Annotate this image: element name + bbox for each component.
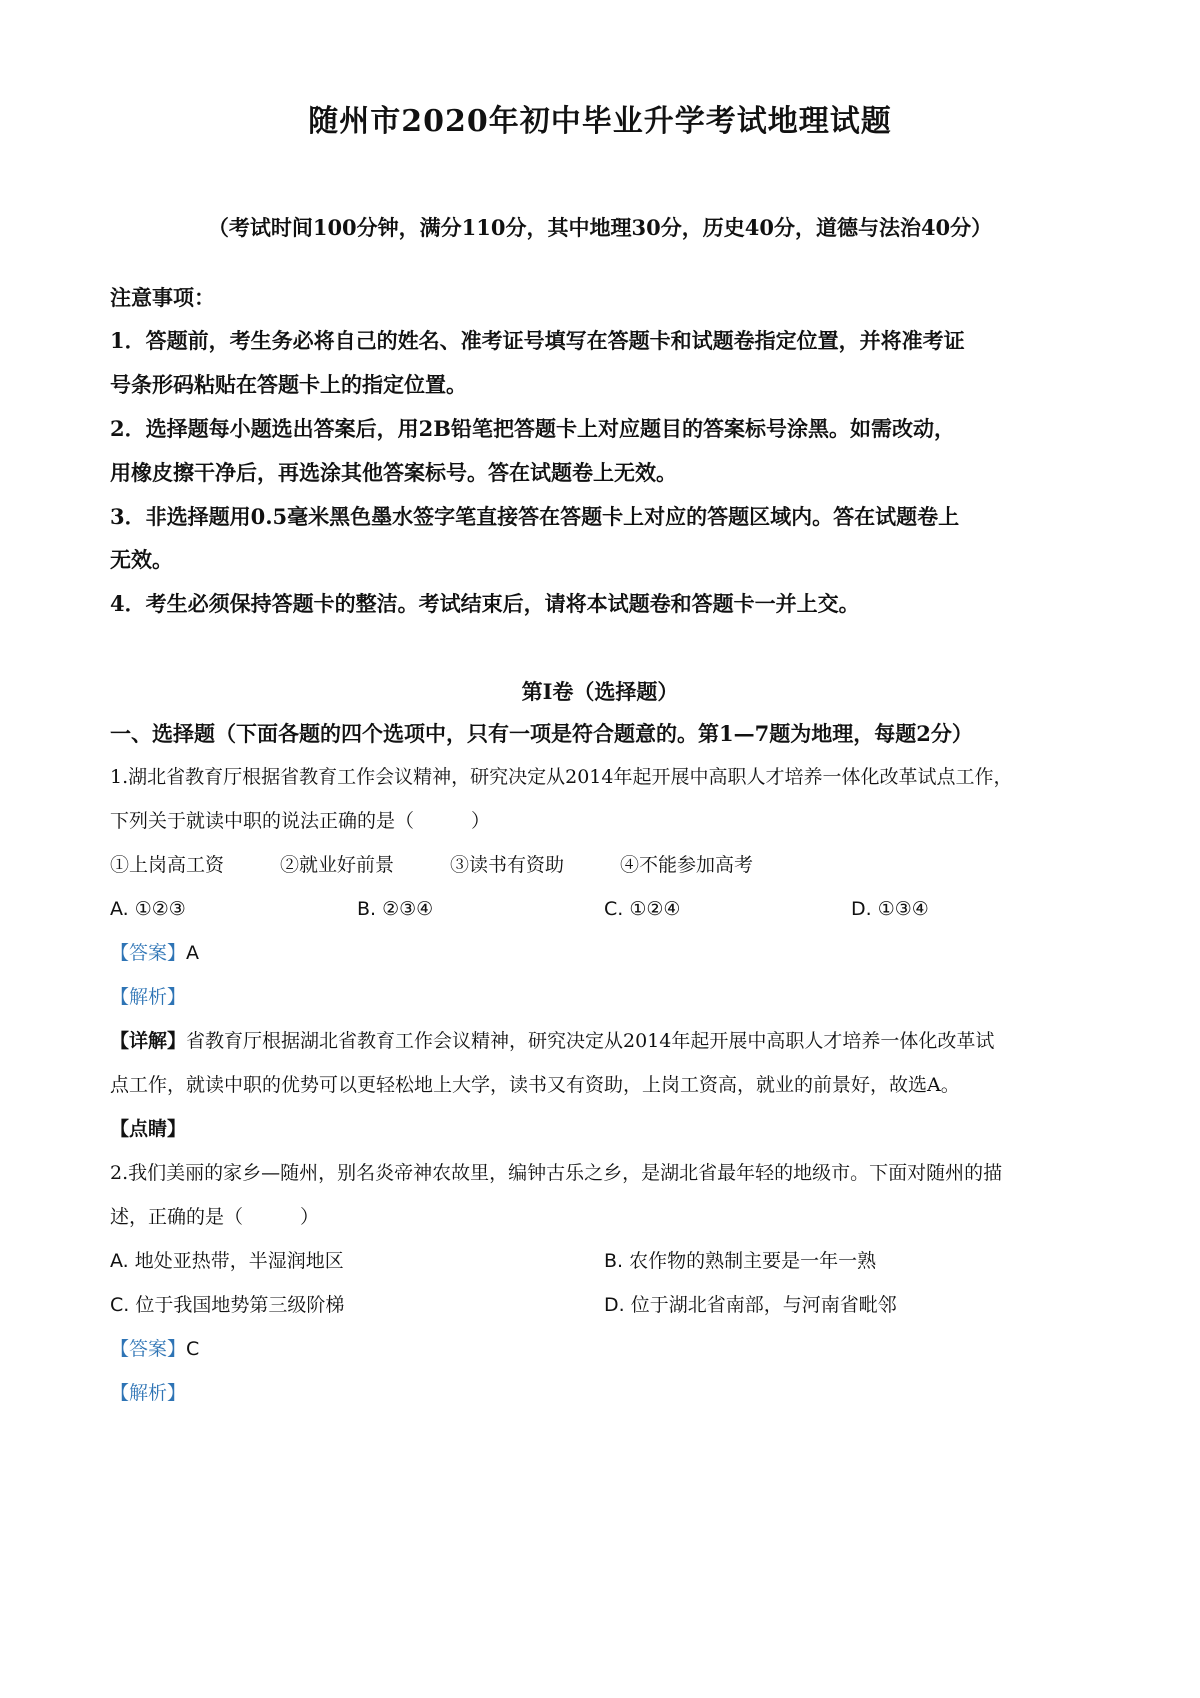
detail-text: 省教育厅根据湖北省教育工作会议精神，研究决定从2014年起开展中高职人才培养一体化改革试 <box>186 1030 995 1052</box>
q2-option-c: C. 位于我国地势第三级阶梯 <box>110 1294 345 1316</box>
q2-option-d: D. 位于湖北省南部，与河南省毗邻 <box>604 1294 897 1316</box>
q1-statement: ④不能参加高考 <box>620 854 754 876</box>
q1-statement: ①上岗高工资 <box>110 854 225 876</box>
notice-line: 用橡皮擦干净后，再选涂其他答案标号。答在试题卷上无效。 <box>110 460 677 485</box>
q2-analysis-label: 【解析】 <box>110 1382 187 1404</box>
q2-stem: 述，正确的是（ ） <box>110 1206 320 1228</box>
q1-detail: 点工作，就读中职的优势可以更轻松地上大学，读书又有资助，上岗工资高，就业的前景好，故选A。 <box>110 1074 960 1096</box>
answer-label: 【答案】 <box>110 1338 187 1360</box>
notice-heading: 注意事项： <box>110 285 215 310</box>
q1-answer <box>110 939 1100 967</box>
notice-line: 无效。 <box>110 547 173 572</box>
q1-option-c: C. ①②④ <box>604 898 681 920</box>
q1-option-b: B. ②③④ <box>357 898 434 920</box>
q1-detail <box>110 1027 1100 1055</box>
notice-line: 1．答题前，考生务必将自己的姓名、准考证号填写在答题卡和试题卷指定位置，并将准考证 <box>110 328 965 353</box>
q1-option-a: A. ①②③ <box>110 898 186 920</box>
detail-label: 【详解】 <box>110 1030 187 1052</box>
q2-answer <box>110 1335 1100 1363</box>
q1-statement: ③读书有资助 <box>450 854 565 876</box>
q2-stem: 2.我们美丽的家乡—随州，别名炎帝神农故里，编钟古乐之乡，是湖北省最年轻的地级市。下面对随州的描 <box>110 1162 1003 1184</box>
q1-analysis-label: 【解析】 <box>110 986 187 1008</box>
section-heading: 一、选择题（下面各题的四个选项中，只有一项是符合题意的。第1—7题为地理，每题2分） <box>110 721 973 746</box>
notice-line: 4．考生必须保持答题卡的整洁。考试结束后，请将本试题卷和答题卡一并上交。 <box>110 591 860 616</box>
page-title: 随州市2020年初中毕业升学考试地理试题 <box>308 104 892 139</box>
answer-label: 【答案】 <box>110 942 187 964</box>
q1-option-d: D. ①③④ <box>851 898 929 920</box>
answer-value: A <box>186 942 200 964</box>
q1-stem: 1.湖北省教育厅根据省教育工作会议精神，研究决定从2014年起开展中高职人才培养一体化改革试点工作， <box>110 766 1013 788</box>
q1-highlight-label: 【点睛】 <box>110 1118 187 1140</box>
exam-info: （考试时间100分钟，满分110分，其中地理30分，历史40分，道德与法治40分） <box>207 215 993 240</box>
q1-statement: ②就业好前景 <box>280 854 395 876</box>
notice-line: 3．非选择题用0.5毫米黑色墨水签字笔直接答在答题卡上对应的答题区域内。答在试题卷上 <box>110 504 960 529</box>
q1-stem: 下列关于就读中职的说法正确的是（ ） <box>110 810 491 832</box>
notice-line: 2．选择题每小题选出答案后，用2B铅笔把答题卡上对应题目的答案标号涂黑。如需改动， <box>110 416 955 441</box>
answer-value: C <box>186 1338 200 1360</box>
volume-title: 第Ⅰ卷（选择题） <box>521 679 679 704</box>
q2-option-b: B. 农作物的熟制主要是一年一熟 <box>604 1250 877 1272</box>
q2-option-a: A. 地处亚热带，半湿润地区 <box>110 1250 344 1272</box>
notice-line: 号条形码粘贴在答题卡上的指定位置。 <box>110 372 467 397</box>
